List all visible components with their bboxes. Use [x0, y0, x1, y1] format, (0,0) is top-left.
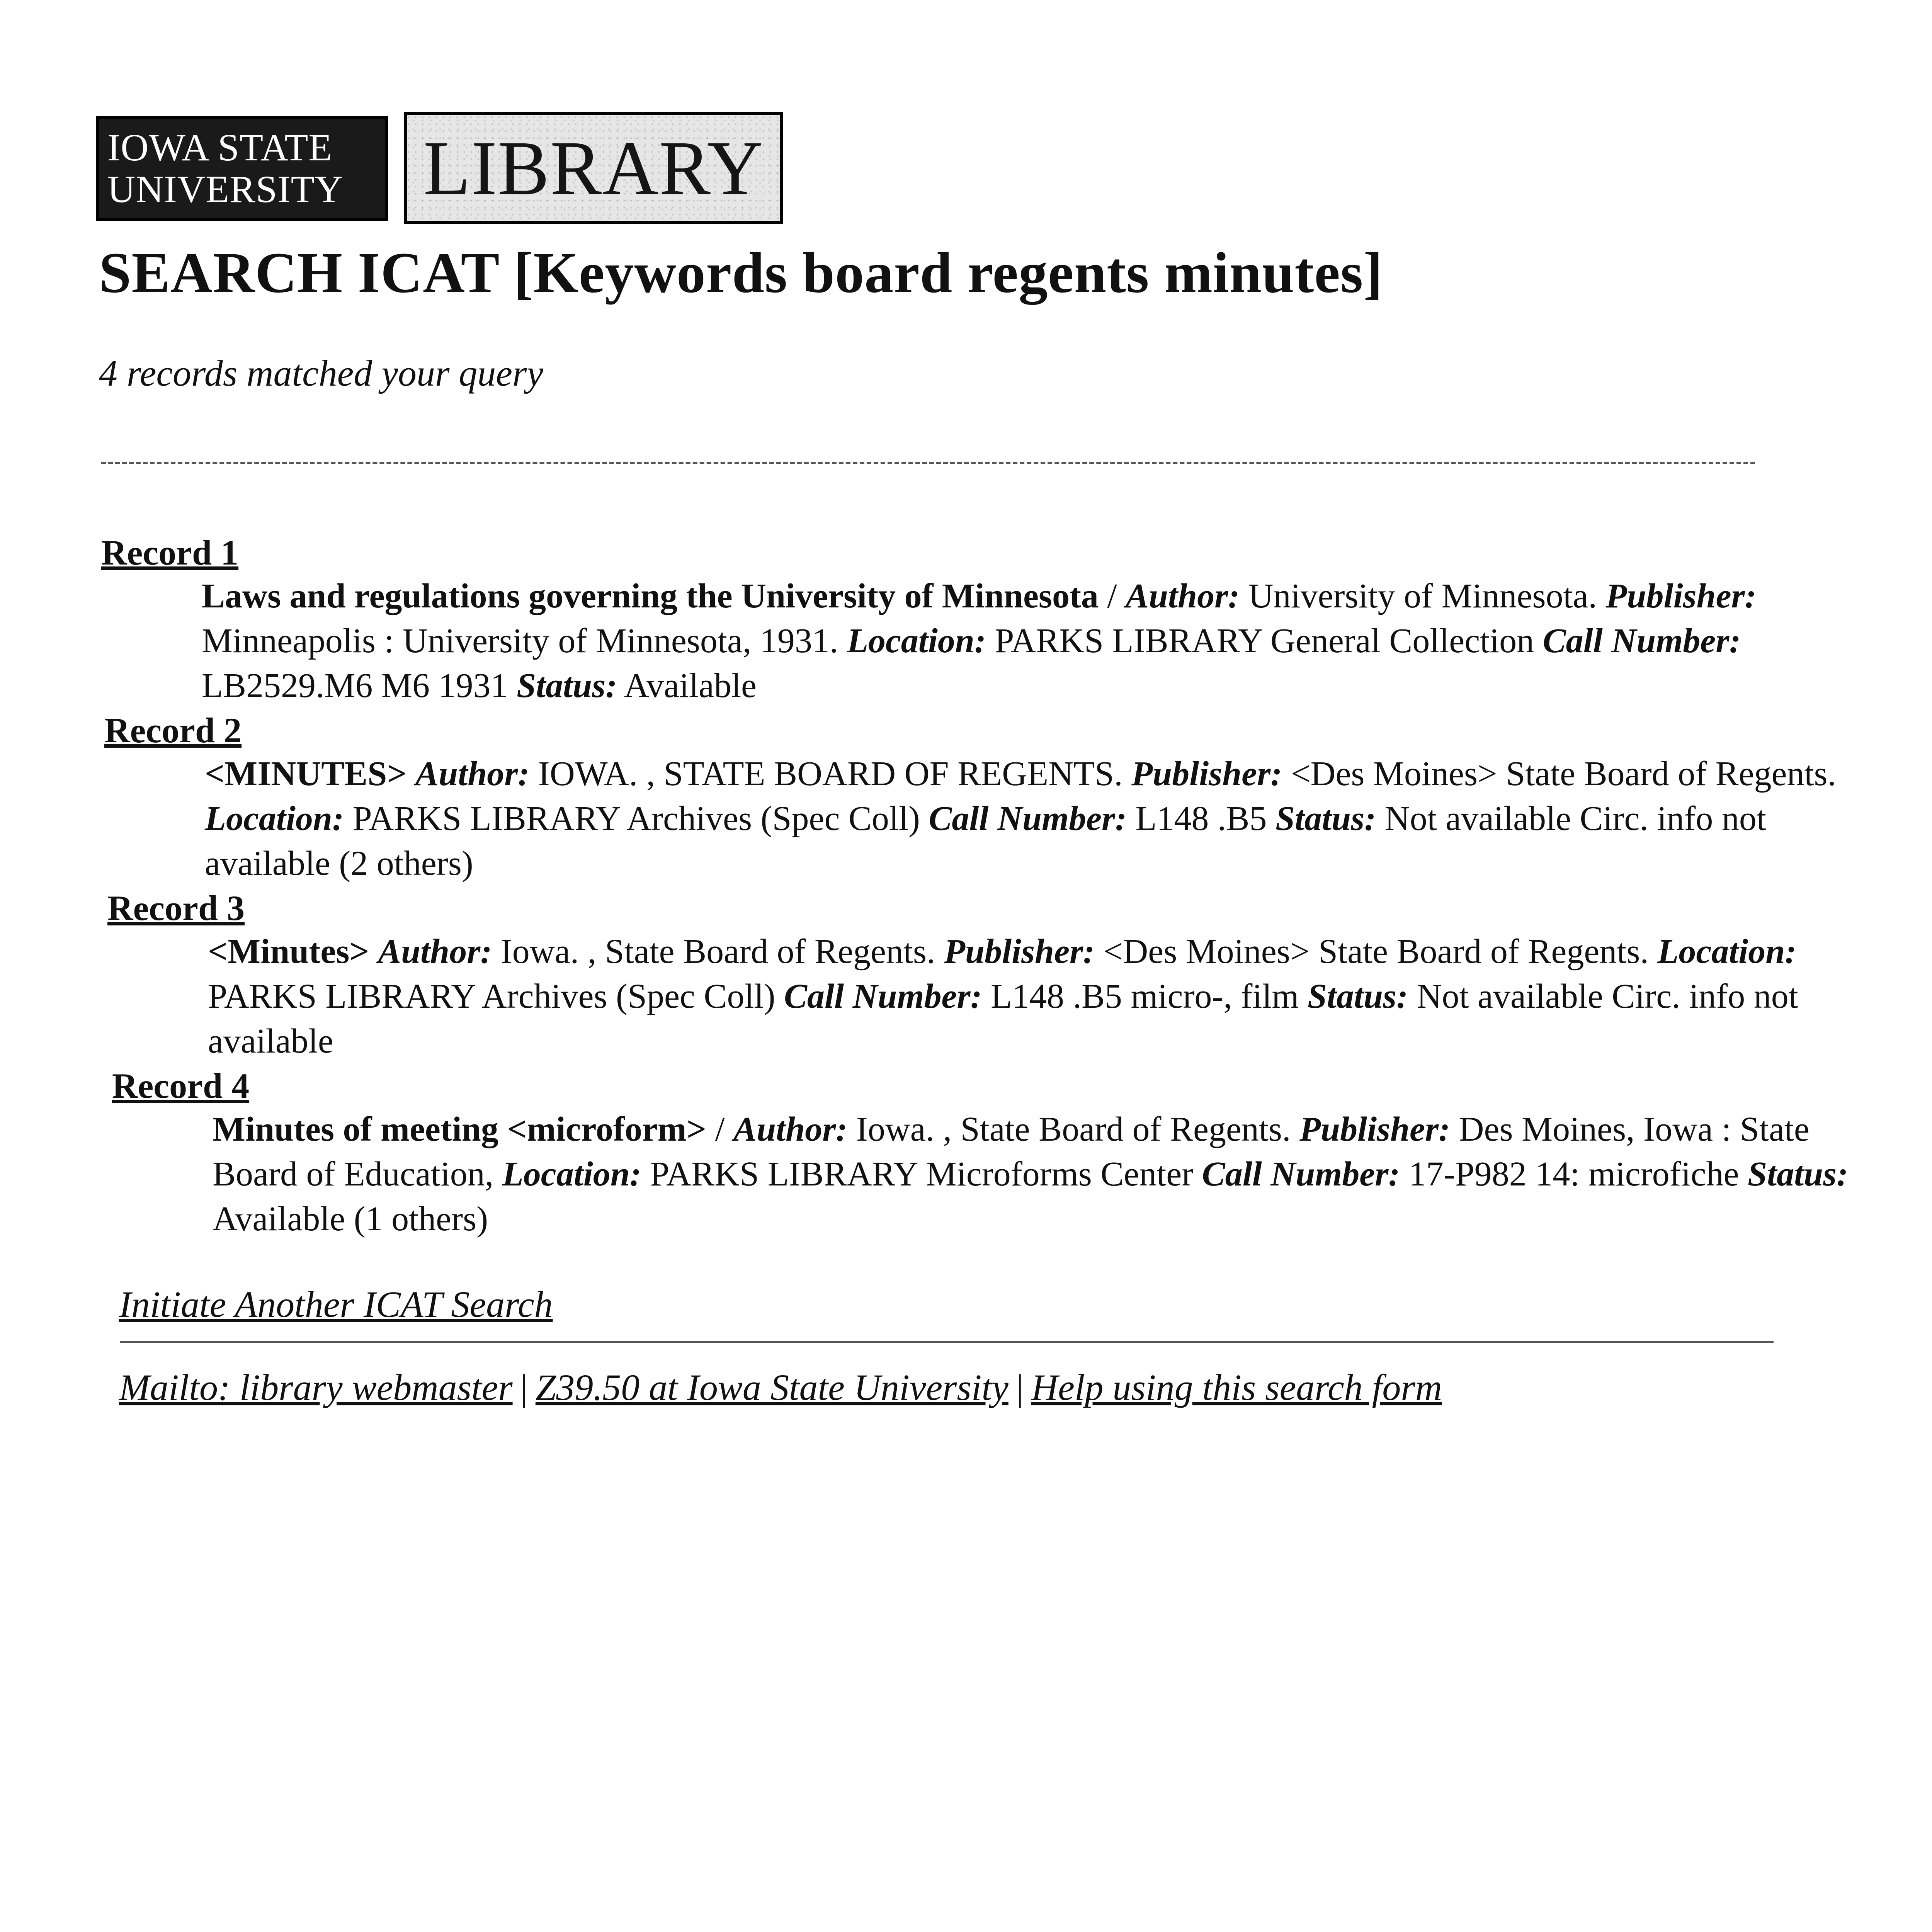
record-title: <MINUTES>	[205, 755, 407, 793]
logo-line-2: UNIVERSITY	[107, 168, 343, 211]
publisher-label: Publisher:	[1605, 577, 1757, 615]
record-call-number: L148 .B5 micro-, film	[990, 977, 1299, 1015]
record-call-number: LB2529.M6 M6 1931	[202, 667, 508, 705]
match-count: 4 records matched your query	[99, 352, 543, 394]
title-separator	[407, 755, 416, 793]
record-location: PARKS LIBRARY General Collection	[995, 622, 1534, 660]
record-1	[101, 531, 1757, 708]
link-separator: |	[520, 1367, 528, 1408]
location-label: Location:	[502, 1155, 641, 1193]
record-body	[202, 574, 1863, 708]
record-title: Minutes of meeting <microform>	[213, 1110, 707, 1148]
record-heading: Record 4	[112, 1066, 250, 1105]
page-title: SEARCH ICAT [Keywords board regents minutes]	[99, 241, 1383, 305]
record-heading: Record 3	[107, 888, 245, 928]
call-number-label: Call Number:	[1202, 1155, 1400, 1193]
record-publisher: <Des Moines> State Board of Regents.	[1103, 932, 1649, 971]
status-label: Status:	[1748, 1155, 1849, 1193]
record-author: IOWA. , STATE BOARD OF REGENTS.	[538, 755, 1123, 793]
author-label: Author:	[1125, 577, 1240, 615]
record-body	[205, 752, 1866, 886]
record-4	[112, 1065, 1849, 1242]
record-author: Iowa. , State Board of Regents.	[500, 932, 935, 971]
record-body	[213, 1107, 1874, 1242]
record-status: Not available Circ. info not available	[208, 977, 1798, 1060]
record-heading: Record 1	[101, 533, 239, 572]
record-title: <Minutes>	[208, 932, 369, 971]
record-location: PARKS LIBRARY Archives (Spec Coll)	[208, 977, 776, 1015]
initiate-another-search-link[interactable]: Initiate Another ICAT Search	[119, 1284, 553, 1325]
record-call-number: L148 .B5	[1135, 799, 1267, 838]
record-status: Not available Circ. info not available (2 others)	[205, 799, 1766, 883]
call-number-label: Call Number:	[784, 977, 982, 1015]
call-number-label: Call Number:	[929, 799, 1127, 838]
record-publisher: <Des Moines> State Board of Regents.	[1291, 755, 1836, 793]
record-title: Laws and regulations governing the University of Minnesota	[202, 577, 1099, 615]
divider-bottom	[120, 1341, 1774, 1343]
record-location: PARKS LIBRARY Microforms Center	[650, 1155, 1194, 1193]
record-author: University of Minnesota.	[1248, 577, 1597, 615]
record-2	[104, 709, 1836, 886]
iowa-state-university-logo[interactable]	[96, 116, 388, 221]
author-label: Author:	[415, 755, 530, 793]
title-separator	[369, 932, 378, 971]
library-logo-text: LIBRARY	[423, 125, 764, 211]
author-label: Author:	[733, 1110, 848, 1148]
location-label: Location:	[205, 799, 344, 838]
location-label: Location:	[1657, 932, 1797, 971]
status-label: Status:	[1275, 799, 1376, 838]
status-label: Status:	[1307, 977, 1408, 1015]
call-number-label: Call Number:	[1543, 622, 1741, 660]
publisher-label: Publisher:	[1299, 1110, 1451, 1148]
record-status: Available (1 others)	[213, 1200, 488, 1238]
logo-line-1: IOWA STATE	[107, 126, 333, 169]
record-author: Iowa. , State Board of Regents.	[856, 1110, 1291, 1148]
publisher-label: Publisher:	[944, 932, 1095, 971]
title-separator: /	[706, 1110, 734, 1148]
mailto-webmaster-link[interactable]: Mailto: library webmaster	[119, 1367, 513, 1408]
record-3	[107, 887, 1798, 1064]
record-body	[208, 929, 1869, 1064]
location-label: Location:	[847, 622, 986, 660]
record-location: PARKS LIBRARY Archives (Spec Coll)	[352, 799, 920, 838]
record-call-number: 17-P982 14: microfiche	[1408, 1155, 1739, 1193]
record-status: Available	[624, 667, 757, 705]
author-label: Author:	[378, 932, 492, 971]
library-logo[interactable]	[404, 112, 783, 224]
publisher-label: Publisher:	[1131, 755, 1282, 793]
link-separator: |	[1016, 1367, 1024, 1408]
footer-links	[119, 1366, 1442, 1409]
record-publisher: Des Moines, Iowa : State Board of Education,	[213, 1110, 1810, 1193]
record-heading: Record 2	[104, 711, 242, 750]
record-publisher: Minneapolis : University of Minnesota, 1931.	[202, 622, 838, 660]
status-label: Status:	[517, 667, 617, 705]
divider-top	[101, 462, 1755, 464]
title-separator: /	[1098, 577, 1126, 615]
z3950-link[interactable]: Z39.50 at Iowa State University	[535, 1367, 1009, 1408]
help-link[interactable]: Help using this search form	[1031, 1367, 1442, 1408]
